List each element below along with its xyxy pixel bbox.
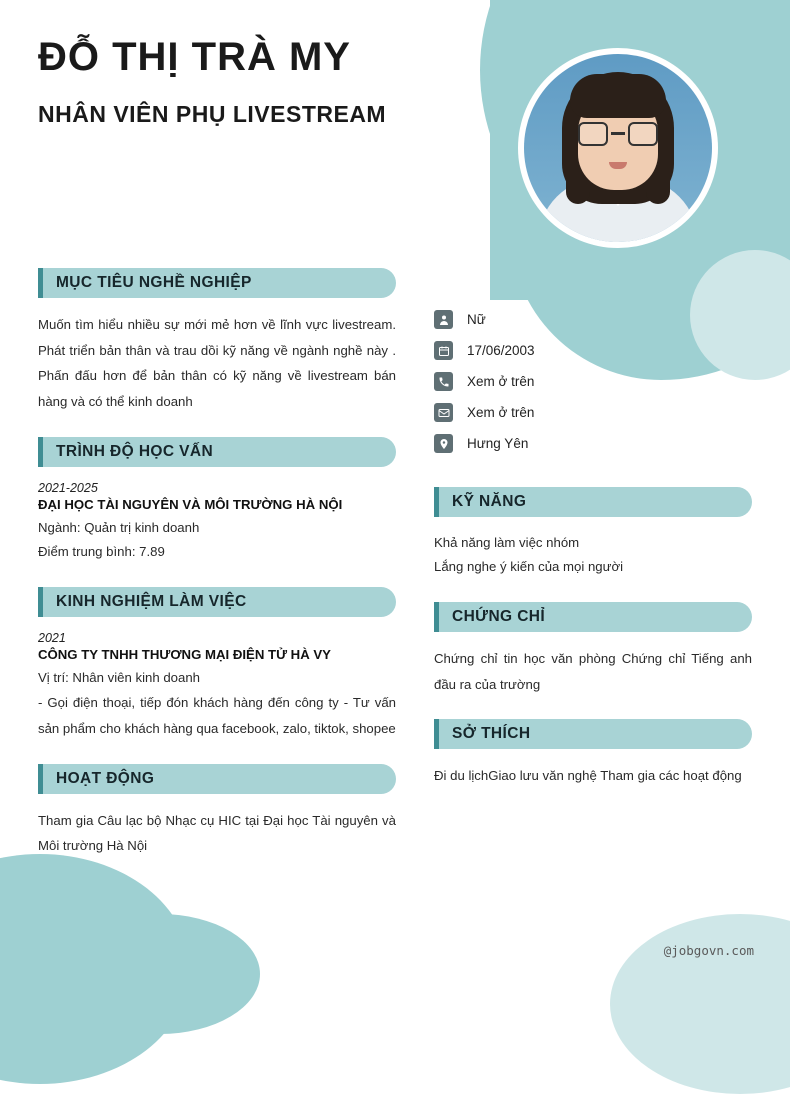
- portrait-glasses-right: [628, 122, 658, 146]
- experience-date: 2021: [38, 630, 66, 645]
- experience-company: CÔNG TY TNHH THƯƠNG MẠI ĐIỆN TỬ HÀ VY: [38, 646, 331, 662]
- section-header-activities: [38, 764, 396, 794]
- section-education: [38, 437, 396, 565]
- section-objective: [38, 268, 396, 415]
- skill-item: Khả năng làm việc nhóm: [434, 535, 580, 550]
- section-header-education: [38, 437, 396, 467]
- experience-position: Vị trí: Nhân viên kinh doanh: [38, 669, 201, 685]
- skill-item: Lắng nghe ý kiến của mọi người: [434, 559, 624, 575]
- info-value: Xem ở trên: [467, 405, 535, 420]
- info-row-location: [434, 434, 752, 453]
- info-value: Nữ: [467, 312, 486, 327]
- interests-text: Đi du lịchGiao lưu văn nghệ Tham gia các hoạt động: [434, 768, 742, 784]
- section-title: CHỨNG CHỈ: [452, 607, 546, 625]
- decorative-blob-bottom-left-2: [60, 914, 260, 1034]
- resume-header: [38, 34, 508, 131]
- info-row-phone: [434, 372, 752, 391]
- section-title: SỞ THÍCH: [452, 725, 531, 743]
- education-gpa: Điểm trung bình: 7.89: [38, 544, 165, 560]
- portrait-glasses-left: [578, 122, 608, 146]
- left-column: [38, 268, 396, 881]
- right-column: [434, 310, 752, 811]
- section-title: TRÌNH ĐỘ HỌC VẤN: [56, 442, 214, 460]
- section-skills: [434, 487, 752, 580]
- portrait-glasses-bridge: [611, 132, 625, 135]
- education-major: Ngành: Quản trị kinh doanh: [38, 519, 200, 535]
- watermark: @jobgovn.com: [663, 943, 754, 958]
- page-title: ĐỖ THỊ TRÀ MY: [38, 35, 351, 79]
- certificates-text: Chứng chỉ tin học văn phòng Chứng chỉ Tiếng anh đầu ra của trường: [434, 650, 752, 692]
- activities-text: Tham gia Câu lạc bộ Nhạc cụ HIC tại Đại học Tài nguyên và Môi trường Hà Nội: [38, 812, 396, 854]
- personal-info-list: [434, 310, 752, 453]
- section-activities: [38, 764, 396, 859]
- objective-text: Muốn tìm hiểu nhiều sự mới mẻ hơn về lĩnh vực livestream. Phát triển bản thân và trau dồi kỹ năng về ngành nghề này . Phấn đấu hơn để bản thân có kỹ năng về livestream bán hàng và có thể kinh doanh: [38, 317, 396, 410]
- info-row-birthday: [434, 341, 752, 360]
- section-header-experience: [38, 587, 396, 617]
- info-row-gender: [434, 310, 752, 329]
- job-title: NHÂN VIÊN PHỤ LIVESTREAM: [38, 101, 387, 127]
- info-row-email: [434, 403, 752, 422]
- section-title: MỤC TIÊU NGHỀ NGHIỆP: [56, 274, 252, 291]
- avatar: [518, 48, 718, 248]
- section-title: KỸ NĂNG: [452, 493, 527, 510]
- education-date: 2021-2025: [38, 480, 98, 495]
- section-header-certificates: [434, 602, 752, 632]
- info-value: 17/06/2003: [467, 343, 535, 358]
- calendar-icon: [434, 341, 453, 360]
- info-value: Hưng Yên: [467, 436, 529, 451]
- section-interests: [434, 719, 752, 789]
- person-icon: [434, 310, 453, 329]
- section-experience: [38, 587, 396, 742]
- section-title: KINH NGHIỆM LÀM VIỆC: [56, 592, 247, 610]
- experience-detail: - Gọi điện thoại, tiếp đón khách hàng đến công ty - Tư vấn sản phẩm cho khách hàng qua facebook, zalo, tiktok, shopee: [38, 695, 396, 736]
- section-title: HOẠT ĐỘNG: [56, 769, 155, 787]
- education-school: ĐẠI HỌC TÀI NGUYÊN VÀ MÔI TRƯỜNG HÀ NỘI: [38, 496, 343, 512]
- info-value: Xem ở trên: [467, 374, 535, 389]
- section-certificates: [434, 602, 752, 697]
- envelope-icon: [434, 403, 453, 422]
- decorative-blob-bottom-right: [610, 914, 790, 1094]
- portrait-fringe: [570, 74, 666, 118]
- phone-icon: [434, 372, 453, 391]
- section-header-objective: [38, 268, 396, 298]
- portrait-photo: [524, 54, 712, 242]
- location-pin-icon: [434, 434, 453, 453]
- section-header-skills: [434, 487, 752, 517]
- section-header-interests: [434, 719, 752, 749]
